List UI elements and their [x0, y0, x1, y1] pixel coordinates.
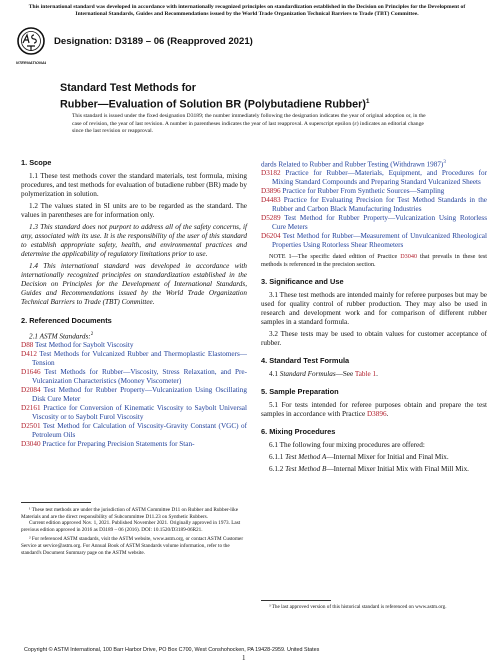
reference-list-right [261, 169, 487, 250]
referenced-documents-heading: 2. Referenced Documents [21, 316, 112, 325]
para-5-1-end: . [386, 409, 389, 418]
para-1-1: 1.1 These test methods cover the standard materials, test formula, mixing procedures, and test methods for evaluation of butadiene rubber (BR) made by polymerization in solution. [21, 172, 247, 198]
left-column [21, 158, 247, 449]
document-title [60, 82, 370, 112]
reference-item [21, 350, 247, 368]
footnotes-left [21, 507, 247, 556]
reference-item [261, 232, 487, 250]
reference-link[interactable]: D3040 [21, 440, 41, 449]
para-4-1-title: Standard Formulas [279, 369, 336, 378]
reference-item [261, 214, 487, 232]
issued-statement: This standard is issued under the fixed designation D3189; the number immediately following the designation indicates the year of original adoption or, in the case of revision, the year of last revision. A number in parentheses indicates the year of last reapproval. A superscript epsilon (ε) indicates an editorial change since the last revision or reapproval. [72, 113, 426, 135]
reference-item [21, 422, 247, 440]
para-1-3: 1.3 This standard does not purport to address all of the safety concerns, if any, associated with its use. It is the responsibility of the user of this standard to establish appropriate safety, health, and environmental practices and determine the applicability of regulatory limitations prior to use. [21, 223, 247, 258]
designation: Designation: D3189 – 06 (Reapproved 2021) [54, 36, 253, 47]
page-number: 1 [242, 654, 246, 662]
reference-link[interactable]: D1646 [21, 368, 41, 377]
reference-link[interactable]: D412 [21, 350, 37, 359]
reference-link[interactable]: D3182 [261, 169, 281, 178]
test-formula-heading: 4. Standard Test Formula [261, 355, 350, 365]
reference-title[interactable]: Practice for Conversion of Kinematic Viscosity to Saybolt Universal Viscosity or to Saybolt Furol Viscosity [32, 404, 247, 422]
reference-title[interactable]: Practice for Rubber From Synthetic Sources—Sampling [280, 187, 445, 196]
reference-title[interactable]: Practice for Preparing Precision Statements for Stan- [40, 440, 195, 449]
reference-link[interactable]: D2161 [21, 404, 41, 413]
reference-continuation-sup: 3 [443, 160, 446, 165]
reference-continuation[interactable] [261, 158, 487, 169]
note-1-text-a: NOTE 1—The specific dated edition of Practice [269, 253, 401, 261]
para-1-4: 1.4 This international standard was developed in accordance with internationally recognized principles on standardization established in the Decision on Principles for the Development of International Standards, Guides and Recommendations issued by the World Trade Organization Technical Barriers to Trade (TBT) Committee. [21, 262, 247, 306]
reference-link[interactable]: D2084 [21, 386, 41, 395]
reference-title[interactable]: Test Methods for Vulcanized Rubber and Thermoplastic Elastomers—Tension [32, 350, 247, 368]
para-6-1-1 [261, 453, 487, 462]
title-line-1: Standard Test Methods for [60, 82, 196, 94]
para-4-1 [261, 370, 487, 379]
logo-text: INTERNATIONAL [16, 60, 46, 65]
reference-title[interactable]: Test Method for Rubber Property—Vulcanization Using Oscillating Disk Cure Meter [32, 386, 247, 404]
reference-item [261, 169, 487, 187]
para-6-1-1-text: —Internal Mixer for Initial and Final Mix. [326, 452, 449, 461]
footnote-3: ³ The last approved version of this historical standard is referenced on www.astm.org. [269, 604, 447, 610]
para-6-1-2-text: —Internal Mixer Initial Mix with Final Mill Mix. [326, 464, 469, 473]
reference-item [21, 368, 247, 386]
para-6-1-1-title: Test Method A [285, 452, 327, 461]
note-1-reference-link[interactable]: D3040 [400, 253, 418, 261]
reference-title[interactable]: Practice for Evaluating Precision for Test Method Standards in the Rubber and Carbon Black Manufacturing Industries [272, 196, 487, 214]
note-1-text-b: that prevails in these test methods is referenced in the precision section. [261, 253, 487, 269]
reference-continuation-text[interactable]: dards Related to Rubber and Rubber Testing (Withdrawn 1987) [261, 160, 444, 169]
para-3-2: 3.2 These tests may be used to obtain values for customer acceptance of rubber. [261, 329, 487, 347]
mixing-procedures-heading: 6. Mixing Procedures [261, 426, 336, 436]
footnote-rule-left [21, 502, 91, 503]
wto-notice: This international standard was developed in accordance with internationally recognized principles on standardization established in the Decision on Principles for the Development of International Standards, Guides and Recommendations issued by the World Trade Organization Technical Barriers to Trade (TBT) Committee. [28, 4, 466, 17]
para-5-1-text: 5.1 For tests intended for referee purposes obtain and prepare the test samples in accordance with Practice [261, 400, 487, 418]
right-column [261, 158, 487, 474]
astm-logo [16, 26, 46, 70]
reference-link[interactable]: D6204 [261, 232, 281, 241]
reference-item [261, 196, 487, 214]
para-4-1-num: 4.1 [269, 369, 280, 378]
reference-item [21, 404, 247, 422]
footnotes-right [261, 604, 487, 611]
para-6-1-2 [261, 465, 487, 474]
astm-standards-sup: 2 [90, 332, 94, 337]
scope-heading: 1. Scope [21, 158, 52, 167]
sample-preparation-heading: 5. Sample Preparation [261, 386, 339, 396]
para-4-1-see: —See [335, 369, 355, 378]
para-6-1-2-title: Test Method B [285, 464, 327, 473]
reference-title[interactable]: Test Method for Saybolt Viscosity [33, 341, 134, 350]
title-line-2: Rubber—Evaluation of Solution BR (Polybutadiene Rubber) [60, 98, 366, 111]
para-6-1: 6.1 The following four mixing procedures are offered: [269, 440, 425, 449]
note-1 [261, 253, 487, 269]
reference-link[interactable]: D88 [21, 341, 34, 350]
para-6-1-2-num: 6.1.2 [269, 464, 286, 473]
table-1-link[interactable]: Table 1 [354, 369, 377, 378]
astm-standards-label: 2.1 ASTM Standards: [29, 332, 91, 341]
reference-item [21, 341, 247, 350]
title-line-2-wrap [60, 95, 370, 112]
reference-title[interactable]: Test Method for Rubber—Measurement of Unvulcanized Rheological Properties Using Rotorless Shear Rheometers [272, 232, 487, 250]
reference-link[interactable]: D3896 [261, 187, 281, 196]
reference-title[interactable]: Test Method for Calculation of Viscosity-Gravity Constant (VGC) of Petroleum Oils [32, 422, 247, 440]
footnote-1b: Current edition approved Nov. 1, 2021. Published November 2021. Originally approved in 1973. Last previous edition approved in 2016 as D3189 – 06 (2016). DOI: 10.1520/D3189-06R21. [21, 520, 241, 533]
para-5-1 [261, 401, 487, 419]
reference-item [21, 440, 247, 449]
reference-title[interactable]: Test Methods for Rubber—Viscosity, Stress Relaxation, and Pre-Vulcanization Characteristics (Mooney Viscometer) [32, 368, 247, 386]
para-5-1-reference-link[interactable]: D3896 [366, 409, 387, 418]
astm-logo-icon [16, 26, 46, 70]
copyright-notice: Copyright © ASTM International, 100 Barr Harbor Drive, PO Box C700, West Conshohocken, PA 19428-2959. United States [24, 647, 320, 653]
title-footnote-mark: 1 [365, 98, 370, 105]
reference-link[interactable]: D5289 [261, 214, 281, 223]
reference-item [261, 187, 487, 196]
para-6-1-1-num: 6.1.1 [269, 452, 286, 461]
footnote-2: ² For referenced ASTM standards, visit the ASTM website, www.astm.org, or contact ASTM Customer Service at service@astm.org. For Annual Book of ASTM Standards volume information, refer to the standard's Document Summary page on the ASTM website. [21, 536, 244, 556]
para-3-1: 3.1 These test methods are intended mainly for referee purposes but may be used for quality control of rubber production. They may also be used in research and development work and for comparison of different rubber samples in a standard formula. [261, 290, 487, 326]
footnote-rule-right [261, 600, 331, 601]
reference-link[interactable]: D4483 [261, 196, 281, 205]
reference-list-left [21, 341, 247, 449]
para-1-2: 1.2 The values stated in SI units are to be regarded as the standard. The values in parentheses are for information only. [21, 202, 247, 219]
reference-link[interactable]: D2501 [21, 422, 41, 431]
para-4-1-end: . [376, 369, 378, 378]
significance-heading: 3. Significance and Use [261, 276, 344, 286]
reference-title[interactable]: Test Method for Rubber Property—Vulcanization Using Rotorless Cure Meters [272, 214, 487, 232]
footnote-1: ¹ These test methods are under the jurisdiction of ASTM Committee D11 on Rubber and Rubber-like Materials and are the direct responsibility of Subcommittee D11.23 on Synthetic Rubbers. [21, 507, 239, 520]
astm-standards-label-wrap [21, 330, 247, 341]
reference-title[interactable]: Practice for Rubber—Materials, Equipment, and Procedures for Mixing Standard Compounds and Preparing Standard Vulcanized Sheets [272, 169, 487, 187]
reference-item [21, 386, 247, 404]
